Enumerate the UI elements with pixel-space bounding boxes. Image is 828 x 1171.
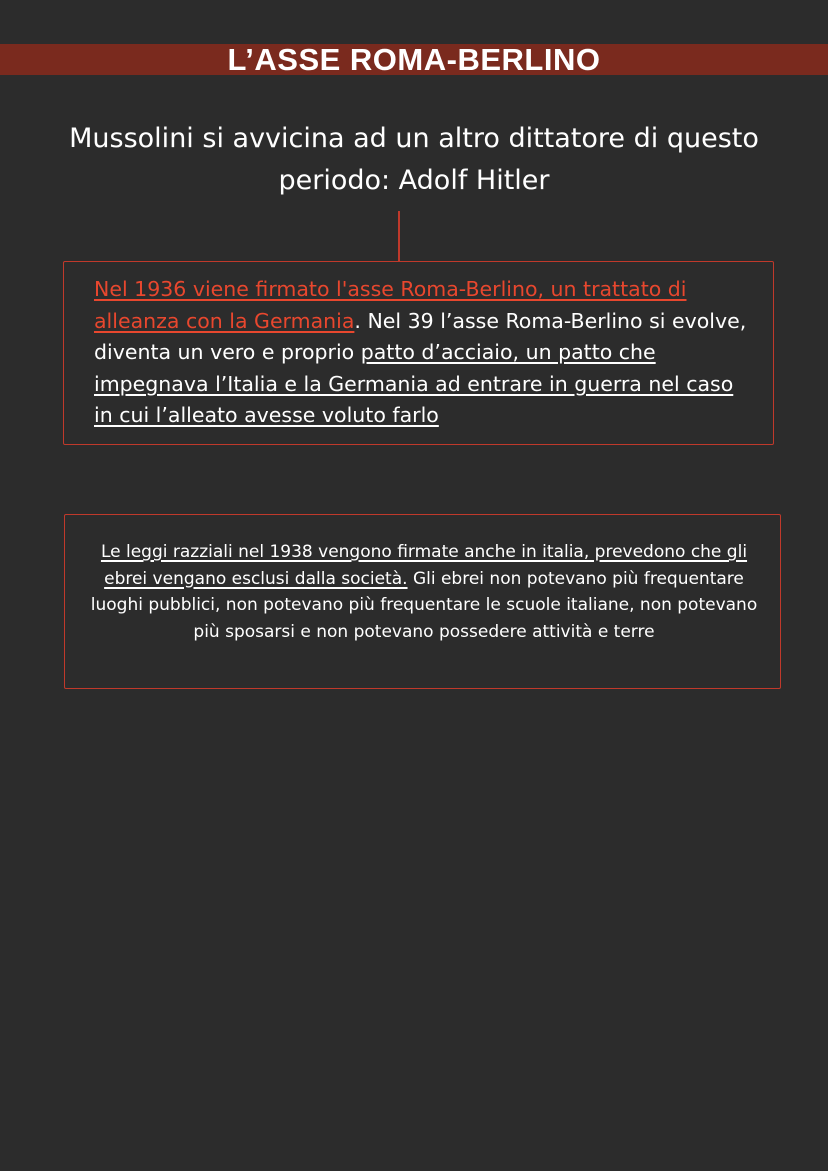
page-title: L’ASSE ROMA-BERLINO bbox=[227, 42, 601, 77]
intro-text: Mussolini si avvicina ad un altro dittatore di questo periodo: Adolf Hitler bbox=[69, 123, 759, 196]
alliance-highlight: Nel 1936 viene firmato l'asse Roma-Berlino, un trattato di alleanza con la Germania bbox=[94, 277, 687, 333]
racial-laws-underlined: Le leggi razziali nel 1938 vengono firmate anche in italia, prevedono che gli ebrei vengano esclusi dalla società. bbox=[100, 542, 748, 589]
pact-of-steel-underlined: patto d’acciaio, un patto che impegnava l’Italia e la Germania ad entrare in guerra nel caso in cui l’alleato avesse voluto farlo bbox=[94, 340, 734, 427]
alliance-plain: . Nel 39 l’asse Roma-Berlino si evolve, diventa un vero e proprio bbox=[94, 308, 747, 364]
racial-laws-plain: Gli ebrei non potevano più frequentare luoghi pubblici, non potevano più frequentare le scuole italiane, non potevano più sposarsi e non potevano possedere attività e terre bbox=[90, 568, 758, 642]
alliance-paragraph bbox=[94, 274, 754, 432]
racial-laws-paragraph bbox=[79, 539, 769, 645]
racial-laws-box bbox=[64, 514, 781, 689]
connector-line bbox=[398, 211, 400, 262]
alliance-box bbox=[63, 261, 774, 445]
